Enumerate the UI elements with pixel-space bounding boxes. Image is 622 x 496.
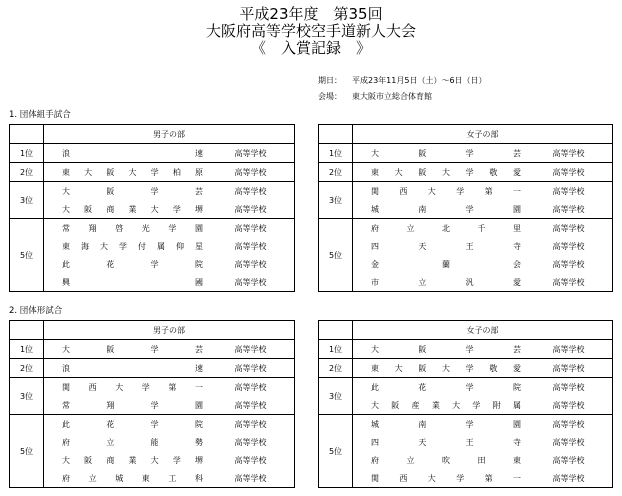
school-suffix: 高等学校 <box>553 163 613 182</box>
school-suffix: 高等学校 <box>553 237 613 255</box>
school-name-cell <box>353 163 553 182</box>
school-suffix: 高等学校 <box>235 237 295 255</box>
rank-cell: 3位 <box>10 378 44 415</box>
school-suffix: 高等学校 <box>553 219 613 238</box>
school-name: 此花学院 <box>371 382 521 392</box>
rank-cell: 5位 <box>10 219 44 292</box>
school-suffix: 高等学校 <box>235 273 295 292</box>
meta-date-label: 期日： <box>318 76 342 85</box>
school-name: 東大阪大学敬愛 <box>371 167 521 177</box>
school-name: 興國 <box>62 277 203 287</box>
table-row <box>319 396 613 415</box>
division-header: 女子の部 <box>353 321 613 340</box>
school-name-cell <box>44 378 235 397</box>
school-name-cell <box>44 396 235 415</box>
school-suffix: 高等学校 <box>235 396 295 415</box>
table-row <box>10 359 295 378</box>
table-row <box>319 451 613 469</box>
school-name-cell <box>44 273 235 292</box>
school-name-cell <box>353 378 553 397</box>
school-name: 東海大学付属仰星 <box>62 241 203 251</box>
school-name: 此花学院 <box>62 419 203 429</box>
table-row <box>10 237 295 255</box>
school-name: 関西大学第一 <box>62 382 203 392</box>
table-row <box>319 144 613 163</box>
school-name: 府立北千里 <box>371 223 521 233</box>
school-name: 四天王寺 <box>371 437 521 447</box>
school-name-cell <box>353 144 553 163</box>
school-name: 東大阪大学敬愛 <box>371 363 521 373</box>
table-row <box>319 359 613 378</box>
school-name-cell <box>353 415 553 434</box>
header-corner <box>319 125 353 144</box>
table-row <box>319 415 613 434</box>
school-name-cell <box>44 200 235 219</box>
results-table <box>9 320 295 488</box>
rank-cell: 1位 <box>319 144 353 163</box>
table-row <box>10 219 295 238</box>
school-name-cell <box>44 163 235 182</box>
table-row <box>319 433 613 451</box>
division-header: 男子の部 <box>44 125 295 144</box>
school-name: 浪速 <box>62 148 203 158</box>
school-suffix: 高等学校 <box>553 255 613 273</box>
meta-venue-label: 会場： <box>318 92 342 101</box>
table-row <box>319 340 613 359</box>
school-suffix: 高等学校 <box>235 340 295 359</box>
table-row <box>319 200 613 219</box>
table-row <box>319 469 613 488</box>
table-row <box>10 415 295 434</box>
rank-cell: 5位 <box>319 219 353 292</box>
table-row <box>10 469 295 488</box>
school-name: 城南学園 <box>371 204 521 214</box>
school-suffix: 高等学校 <box>235 144 295 163</box>
table-row <box>319 255 613 273</box>
school-suffix: 高等学校 <box>553 340 613 359</box>
school-name-cell <box>44 255 235 273</box>
school-name: 関西大学第一 <box>371 473 521 483</box>
table-row <box>319 219 613 238</box>
school-name: 金蘭会 <box>371 259 521 269</box>
school-name-cell <box>44 340 235 359</box>
meta-venue <box>318 92 432 102</box>
table-row <box>319 378 613 397</box>
document-title-line-2: 大阪府高等学校空手道新人大会 <box>205 22 416 40</box>
meta-venue-value: 東大阪市立総合体育館 <box>352 92 432 101</box>
school-name-cell <box>44 451 235 469</box>
table-row <box>10 433 295 451</box>
school-name-cell <box>353 237 553 255</box>
table-row <box>10 273 295 292</box>
school-name: 常翔学園 <box>62 400 203 410</box>
school-name: 大阪学芸 <box>371 148 521 158</box>
rank-cell: 5位 <box>10 415 44 488</box>
division-header: 男子の部 <box>44 321 295 340</box>
school-suffix: 高等学校 <box>553 433 613 451</box>
section-title-kumite: 1. 団体組手試合 <box>9 110 71 120</box>
division-header: 女子の部 <box>353 125 613 144</box>
school-name: 大阪学芸 <box>62 186 203 196</box>
table-row <box>10 163 295 182</box>
rank-cell: 3位 <box>319 378 353 415</box>
school-name: 大阪商業大学堺 <box>62 455 203 465</box>
school-name-cell <box>353 255 553 273</box>
school-suffix: 高等学校 <box>235 200 295 219</box>
school-name: 関西大学第一 <box>371 186 521 196</box>
school-suffix: 高等学校 <box>553 273 613 292</box>
results-table <box>318 124 613 292</box>
school-name-cell <box>44 433 235 451</box>
rank-cell: 5位 <box>319 415 353 488</box>
school-name-cell <box>44 237 235 255</box>
school-suffix: 高等学校 <box>235 451 295 469</box>
header-corner <box>319 321 353 340</box>
document-title-line-3: 《 入賞記録 》 <box>250 39 371 57</box>
table-row <box>319 182 613 201</box>
table-row <box>319 273 613 292</box>
school-name: 大阪商業大学堺 <box>62 204 203 214</box>
school-suffix: 高等学校 <box>235 219 295 238</box>
table-row <box>319 163 613 182</box>
school-suffix: 高等学校 <box>553 182 613 201</box>
school-suffix: 高等学校 <box>235 433 295 451</box>
school-name: 四天王寺 <box>371 241 521 251</box>
school-suffix: 高等学校 <box>235 182 295 201</box>
school-suffix: 高等学校 <box>235 469 295 488</box>
school-name: 府立城東工科 <box>62 473 203 483</box>
school-name-cell <box>44 219 235 238</box>
meta-date-value: 平成23年11月5日（土）～6日（日） <box>352 76 487 85</box>
school-name: 此花学院 <box>62 259 203 269</box>
school-name: 府立吹田東 <box>371 455 521 465</box>
school-suffix: 高等学校 <box>235 378 295 397</box>
table-row <box>10 396 295 415</box>
rank-cell: 3位 <box>10 182 44 219</box>
table-row <box>10 255 295 273</box>
meta-date <box>318 76 487 86</box>
school-name-cell <box>44 182 235 201</box>
school-name: 浪速 <box>62 363 203 373</box>
results-table <box>9 124 295 292</box>
school-name-cell <box>353 340 553 359</box>
header-corner <box>10 125 44 144</box>
school-name: 城南学園 <box>371 419 521 429</box>
table-row <box>10 144 295 163</box>
rank-cell: 1位 <box>10 340 44 359</box>
school-name: 市立汎愛 <box>371 277 521 287</box>
school-name: 東大阪大学柏原 <box>62 167 203 177</box>
school-name: 常翔啓光学園 <box>62 223 203 233</box>
school-name-cell <box>44 359 235 378</box>
school-name: 大阪学芸 <box>62 344 203 354</box>
table-row <box>10 378 295 397</box>
results-table <box>318 320 613 488</box>
rank-cell: 1位 <box>319 340 353 359</box>
rank-cell: 2位 <box>319 359 353 378</box>
school-name-cell <box>353 396 553 415</box>
document-title-line-1: 平成23年度 第35回 <box>239 5 383 23</box>
school-name-cell <box>353 451 553 469</box>
table-row <box>10 340 295 359</box>
school-suffix: 高等学校 <box>553 469 613 488</box>
school-name-cell <box>44 415 235 434</box>
table-row <box>10 200 295 219</box>
school-suffix: 高等学校 <box>235 415 295 434</box>
school-suffix: 高等学校 <box>553 378 613 397</box>
header-corner <box>10 321 44 340</box>
school-name-cell <box>353 200 553 219</box>
school-suffix: 高等学校 <box>553 200 613 219</box>
school-suffix: 高等学校 <box>553 144 613 163</box>
school-name-cell <box>353 182 553 201</box>
school-name-cell <box>44 144 235 163</box>
table-row <box>10 451 295 469</box>
school-suffix: 高等学校 <box>235 359 295 378</box>
table-row <box>10 182 295 201</box>
school-name-cell <box>353 469 553 488</box>
school-suffix: 高等学校 <box>235 255 295 273</box>
rank-cell: 3位 <box>319 182 353 219</box>
school-name: 大阪産業大学附属 <box>371 400 521 410</box>
school-suffix: 高等学校 <box>553 415 613 434</box>
rank-cell: 2位 <box>10 163 44 182</box>
table-row <box>319 237 613 255</box>
school-suffix: 高等学校 <box>553 359 613 378</box>
school-name: 大阪学芸 <box>371 344 521 354</box>
school-name-cell <box>353 219 553 238</box>
rank-cell: 2位 <box>10 359 44 378</box>
school-name-cell <box>353 433 553 451</box>
section-title-kata: 2. 団体形試合 <box>9 306 63 316</box>
school-suffix: 高等学校 <box>553 451 613 469</box>
rank-cell: 2位 <box>319 163 353 182</box>
school-name-cell <box>353 273 553 292</box>
school-suffix: 高等学校 <box>553 396 613 415</box>
school-name-cell <box>353 359 553 378</box>
school-name: 府立能勢 <box>62 437 203 447</box>
school-suffix: 高等学校 <box>235 163 295 182</box>
rank-cell: 1位 <box>10 144 44 163</box>
school-name-cell <box>44 469 235 488</box>
